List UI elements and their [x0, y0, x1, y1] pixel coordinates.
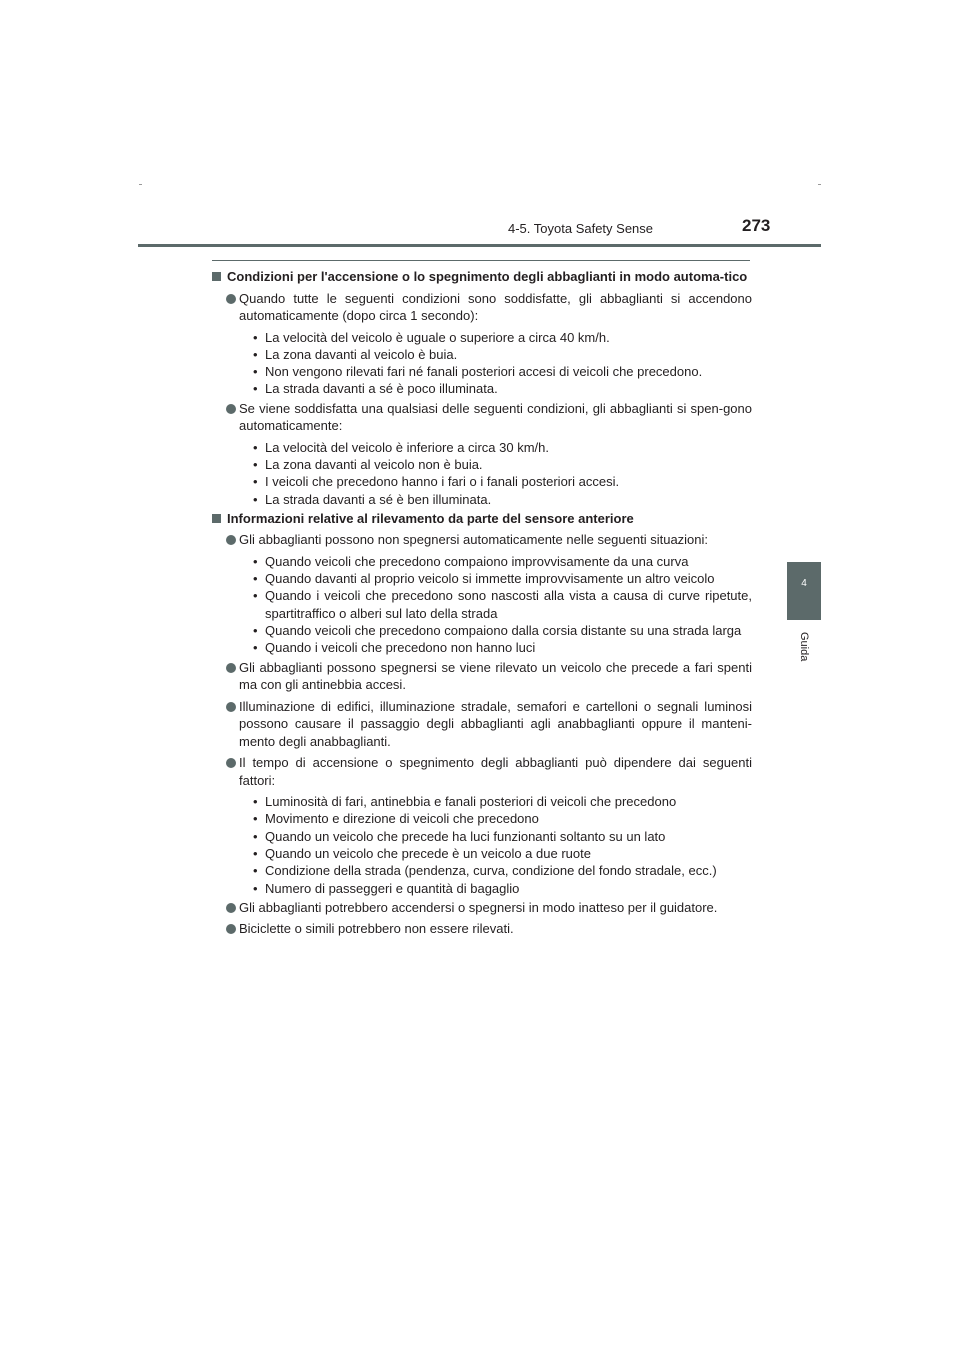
section-rule [212, 260, 750, 261]
list-item: • Quando un veicolo che precede è un veicolo a due ruote [253, 845, 752, 862]
circle-bullet-icon [226, 663, 236, 673]
list-item: • Non vengono rilevati fari né fanali posteriori accesi di veicoli che precedono. [253, 363, 752, 380]
list-item: • Quando veicoli che precedono compaiono improvvisamente da una curva [253, 553, 752, 570]
list-item: • Quando i veicoli che precedono non hanno luci [253, 639, 752, 656]
list-item: • I veicoli che precedono hanno i fari o i fanali posteriori accesi. [253, 473, 752, 490]
bullet-list [253, 439, 752, 508]
crop-mark-left [139, 184, 142, 185]
chapter-tab [787, 562, 821, 620]
section-heading [212, 510, 752, 528]
list-item: • Quando i veicoli che precedono sono nascosti alla vista a causa di curve ripetute, spartitraffico o alberi sul lato della strada [253, 587, 752, 622]
list-item: • Luminosità di fari, antinebbia e fanali posteriori di veicoli che precedono [253, 793, 752, 810]
list-item: • La velocità del veicolo è inferiore a circa 30 km/h. [253, 439, 752, 456]
list-item: • La zona davanti al veicolo non è buia. [253, 456, 752, 473]
bullet-list [253, 553, 752, 657]
square-marker-icon [212, 272, 221, 281]
circle-bullet-icon [226, 404, 236, 414]
paragraph-text: Illuminazione di edifici, illuminazione stradale, semafori e cartelloni o segnali luminosi possono causare il passaggio degli abbaglianti agli anabbaglianti oppure il manteni-mento degli anabbaglianti. [239, 698, 752, 749]
circle-bullet-icon [226, 903, 236, 913]
section-heading-text: Informazioni relative al rilevamento da parte del sensore anteriore [227, 510, 634, 526]
list-item: • La velocità del veicolo è uguale o superiore a circa 40 km/h. [253, 329, 752, 346]
chapter-number: 4 [801, 578, 807, 589]
chapter-label: Guida [798, 632, 810, 662]
list-item: • Quando un veicolo che precede ha luci funzionanti soltanto su un lato [253, 828, 752, 845]
page-content [212, 268, 752, 942]
condition-group [212, 290, 752, 398]
list-item: • Numero di passeggeri e quantità di bagaglio [253, 880, 752, 897]
paragraph-text: Gli abbaglianti possono spegnersi se viene rilevato un veicolo che precede a fari spenti ma con gli antinebbia accesi. [239, 659, 752, 693]
crop-mark-right [818, 184, 821, 185]
square-marker-icon [212, 514, 221, 523]
info-group [212, 754, 752, 897]
section-heading [212, 268, 752, 286]
list-item: • La strada davanti a sé è ben illuminata. [253, 491, 752, 508]
running-header-section: 4-5. Toyota Safety Sense [508, 221, 654, 236]
paragraph [212, 290, 752, 325]
bullet-list [253, 329, 752, 398]
page-number: 273 [742, 216, 771, 235]
circle-bullet-icon [226, 294, 236, 304]
paragraph [212, 531, 752, 549]
paragraph [212, 920, 752, 938]
circle-bullet-icon [226, 702, 236, 712]
circle-bullet-icon [226, 535, 236, 545]
list-item: • Quando davanti al proprio veicolo si immette improvvisamente un altro veicolo [253, 570, 752, 587]
condition-group [212, 400, 752, 508]
list-item: • La zona davanti al veicolo è buia. [253, 346, 752, 363]
list-item: • Quando veicoli che precedono compaiono dalla corsia distante su una strada larga [253, 622, 752, 639]
paragraph [212, 659, 752, 694]
paragraph-text: Quando tutte le seguenti condizioni sono soddisfatte, gli abbaglianti si accendono automaticamente (dopo circa 1 secondo): [239, 290, 752, 323]
paragraph-text: Biciclette o simili potrebbero non essere rilevati. [239, 921, 514, 937]
paragraph-text: Gli abbaglianti potrebbero accendersi o spegnersi in modo inatteso per il guidatore. [239, 899, 718, 915]
paragraph [212, 698, 752, 751]
header-rule [138, 244, 821, 247]
circle-bullet-icon [226, 758, 236, 768]
paragraph-text: Gli abbaglianti possono non spegnersi automaticamente nelle seguenti situazioni: [239, 532, 709, 548]
list-item: • Movimento e direzione di veicoli che precedono [253, 810, 752, 827]
paragraph [212, 400, 752, 435]
bullet-list [253, 793, 752, 897]
list-item: • La strada davanti a sé è poco illuminata. [253, 380, 752, 397]
list-item: • Condizione della strada (pendenza, curva, condizione del fondo stradale, ecc.) [253, 862, 752, 879]
section-heading-text: Condizioni per l'accensione o lo spegnimento degli abbaglianti in modo automa-tico [227, 269, 748, 284]
info-group [212, 531, 752, 656]
paragraph [212, 754, 752, 789]
paragraph-text: Il tempo di accensione o spegnimento degli abbaglianti può dipendere dai seguenti fattori: [239, 755, 752, 788]
paragraph [212, 899, 752, 917]
paragraph-text: Se viene soddisfatta una qualsiasi delle seguenti condizioni, gli abbaglianti si spen-gono automaticamente: [239, 400, 752, 434]
circle-bullet-icon [226, 924, 236, 934]
